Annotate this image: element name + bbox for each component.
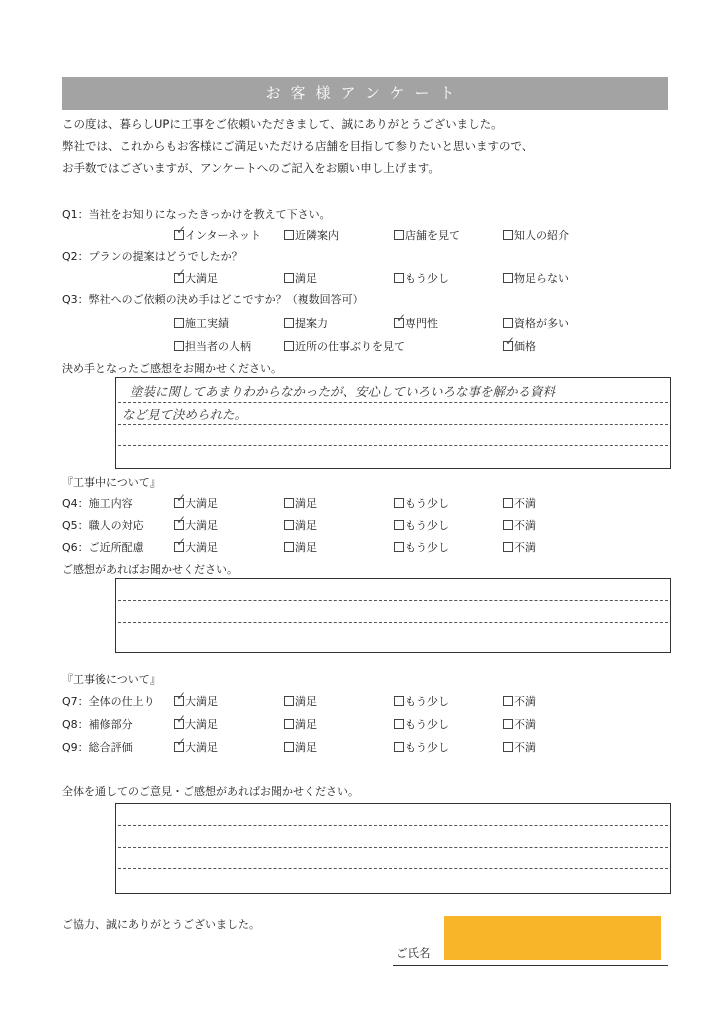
checkbox[interactable]	[503, 719, 513, 729]
checkbox-checked[interactable]	[174, 735, 187, 752]
checkbox-checked[interactable]	[174, 689, 187, 706]
intro-line-1: この度は、暮らしUPに工事をご依頼いただきまして、誠にありがとうございました。	[62, 117, 503, 131]
decision-comment-label: 決め手となったご感想をお聞かせください。	[62, 362, 282, 375]
q4-unsatisfied[interactable]: 不満	[503, 495, 536, 511]
ruled-line	[118, 622, 668, 623]
checkbox[interactable]	[503, 230, 513, 240]
q5-label: Q5：職人の対応	[62, 519, 144, 532]
ruled-line	[118, 402, 668, 403]
checkbox[interactable]	[284, 542, 294, 552]
q9-very-satisfied[interactable]: ✓ 大満足	[176, 735, 218, 754]
q3-option-proposal[interactable]: 提案力	[284, 315, 328, 331]
q6-satisfied[interactable]: 満足	[284, 539, 317, 555]
checkbox[interactable]	[284, 341, 294, 351]
q3-option-nearby-work[interactable]: 近所の仕事ぶりを見て	[284, 338, 405, 354]
q3-option-track-record[interactable]: 施工実績	[174, 315, 229, 331]
ruled-line	[118, 847, 668, 848]
checkbox-checked[interactable]	[174, 223, 187, 240]
checkbox[interactable]	[394, 498, 404, 508]
checkbox[interactable]	[174, 318, 184, 328]
checkmark-icon: ✓	[176, 513, 187, 527]
checkbox-checked[interactable]	[174, 266, 187, 283]
checkbox-checked[interactable]	[174, 535, 187, 552]
q7-very-satisfied[interactable]: ✓ 大満足	[176, 689, 218, 708]
q4-very-satisfied[interactable]: ✓ 大満足	[176, 491, 218, 510]
q8-satisfied[interactable]: 満足	[284, 716, 317, 732]
intro-line-3: お手数ではございますが、アンケートへのご記入をお願い申し上げます。	[62, 161, 440, 175]
q7-satisfied[interactable]: 満足	[284, 693, 317, 709]
q2-label: Q2：プランの提案はどうでしたか？	[62, 250, 243, 263]
q6-very-satisfied[interactable]: ✓ 大満足	[176, 535, 218, 554]
q1-option-internet[interactable]: ✓ インターネット	[176, 223, 262, 242]
q2-option-very-satisfied[interactable]: ✓ 大満足	[176, 266, 218, 285]
checkbox[interactable]	[394, 273, 404, 283]
q2-option-satisfied[interactable]: 満足	[284, 270, 317, 286]
ruled-line	[118, 600, 668, 601]
decision-comment-box[interactable]	[115, 377, 671, 469]
checkmark-icon: ✓	[176, 491, 187, 505]
checkbox[interactable]	[284, 498, 294, 508]
checkbox[interactable]	[394, 230, 404, 240]
checkmark-icon: ✓	[396, 311, 407, 325]
checkbox[interactable]	[394, 742, 404, 752]
checkbox-checked[interactable]	[174, 712, 187, 729]
after-heading: 『工事後について』	[62, 673, 161, 686]
overall-comment-box[interactable]	[115, 803, 671, 894]
q9-a-little-more[interactable]: もう少し	[394, 739, 449, 755]
checkmark-icon: ✓	[176, 689, 187, 703]
q2-option-a-little-more[interactable]: もう少し	[394, 270, 449, 286]
q6-unsatisfied[interactable]: 不満	[503, 539, 536, 555]
name-field-redacted[interactable]	[444, 916, 661, 960]
q7-a-little-more[interactable]: もう少し	[394, 693, 449, 709]
survey-title: お客様アンケート	[62, 77, 668, 110]
checkbox[interactable]	[503, 498, 513, 508]
checkbox[interactable]	[503, 542, 513, 552]
handwritten-comment-line-2: など見て決められた。	[122, 407, 248, 422]
handwritten-comment-line-1: 塗装に関してあまりわからなかったが、安心していろいろな事を解かる資料	[130, 384, 556, 399]
q9-label: Q9：総合評価	[62, 741, 133, 754]
checkbox-checked[interactable]	[503, 334, 516, 351]
q4-satisfied[interactable]: 満足	[284, 495, 317, 511]
q2-option-unsatisfying[interactable]: 物足らない	[503, 270, 569, 286]
checkbox[interactable]	[394, 696, 404, 706]
q8-unsatisfied[interactable]: 不満	[503, 716, 536, 732]
q3-option-qualifications[interactable]: 資格が多い	[503, 315, 569, 331]
checkbox[interactable]	[503, 273, 513, 283]
q3-option-staff-personality[interactable]: 担当者の人柄	[174, 338, 251, 354]
during-heading: 『工事中について』	[62, 476, 161, 489]
q3-option-price[interactable]: ✓ 価格	[505, 334, 536, 353]
checkbox-checked[interactable]	[174, 491, 187, 508]
q7-unsatisfied[interactable]: 不満	[503, 693, 536, 709]
checkbox[interactable]	[284, 696, 294, 706]
checkmark-icon: ✓	[176, 266, 187, 280]
q3-label: Q3：弊社へのご依頼の決め手はどこですか？（複数回答可）	[62, 293, 364, 306]
q1-option-neighbor[interactable]: 近隣案内	[284, 227, 339, 243]
closing-message: ご協力、誠にありがとうございました。	[62, 918, 260, 931]
q5-satisfied[interactable]: 満足	[284, 517, 317, 533]
q1-label: Q1：当社をお知りになったきっかけを教えて下さい。	[62, 208, 331, 221]
checkmark-icon: ✓	[176, 735, 187, 749]
ruled-line	[118, 424, 668, 425]
q7-label: Q7：全体の仕上り	[62, 695, 155, 708]
q9-satisfied[interactable]: 満足	[284, 739, 317, 755]
checkbox[interactable]	[284, 318, 294, 328]
name-underline	[393, 965, 668, 966]
q6-label: Q6：ご近所配慮	[62, 541, 144, 554]
q8-a-little-more[interactable]: もう少し	[394, 716, 449, 732]
checkbox[interactable]	[284, 742, 294, 752]
checkbox-checked[interactable]	[394, 311, 407, 328]
q5-very-satisfied[interactable]: ✓ 大満足	[176, 513, 218, 532]
q1-option-referral[interactable]: 知人の紹介	[503, 227, 569, 243]
q4-a-little-more[interactable]: もう少し	[394, 495, 449, 511]
checkmark-icon: ✓	[505, 334, 516, 348]
checkbox[interactable]	[394, 520, 404, 530]
checkmark-icon: ✓	[176, 535, 187, 549]
checkbox[interactable]	[284, 230, 294, 240]
checkmark-icon: ✓	[176, 223, 187, 237]
ruled-line	[118, 868, 668, 869]
ruled-line	[118, 445, 668, 446]
checkbox-checked[interactable]	[174, 513, 187, 530]
q9-unsatisfied[interactable]: 不満	[503, 739, 536, 755]
checkbox[interactable]	[394, 542, 404, 552]
q5-a-little-more[interactable]: もう少し	[394, 517, 449, 533]
ruled-line	[118, 825, 668, 826]
checkbox[interactable]	[284, 273, 294, 283]
checkbox[interactable]	[394, 719, 404, 729]
q4-label: Q4：施工内容	[62, 497, 133, 510]
checkbox[interactable]	[174, 341, 184, 351]
q1-option-store[interactable]: 店舗を見て	[394, 227, 460, 243]
checkbox[interactable]	[284, 719, 294, 729]
q6-a-little-more[interactable]: もう少し	[394, 539, 449, 555]
checkmark-icon: ✓	[176, 712, 187, 726]
during-comment-label: ご感想があればお聞かせください。	[62, 563, 238, 576]
intro-line-2: 弊社では、これからもお客様にご満足いただける店舗を目指して参りたいと思いますので、	[62, 139, 534, 153]
q8-very-satisfied[interactable]: ✓ 大満足	[176, 712, 218, 731]
overall-comment-label: 全体を通してのご意見・ご感想があればお聞かせください。	[62, 785, 359, 798]
checkbox[interactable]	[503, 318, 513, 328]
name-label: ご氏名	[396, 946, 431, 960]
q8-label: Q8：補修部分	[62, 718, 133, 731]
checkbox[interactable]	[503, 520, 513, 530]
during-comment-box[interactable]	[115, 578, 671, 653]
q5-unsatisfied[interactable]: 不満	[503, 517, 536, 533]
checkbox[interactable]	[503, 696, 513, 706]
q3-option-expertise[interactable]: ✓ 専門性	[396, 311, 438, 330]
checkbox[interactable]	[503, 742, 513, 752]
checkbox[interactable]	[284, 520, 294, 530]
